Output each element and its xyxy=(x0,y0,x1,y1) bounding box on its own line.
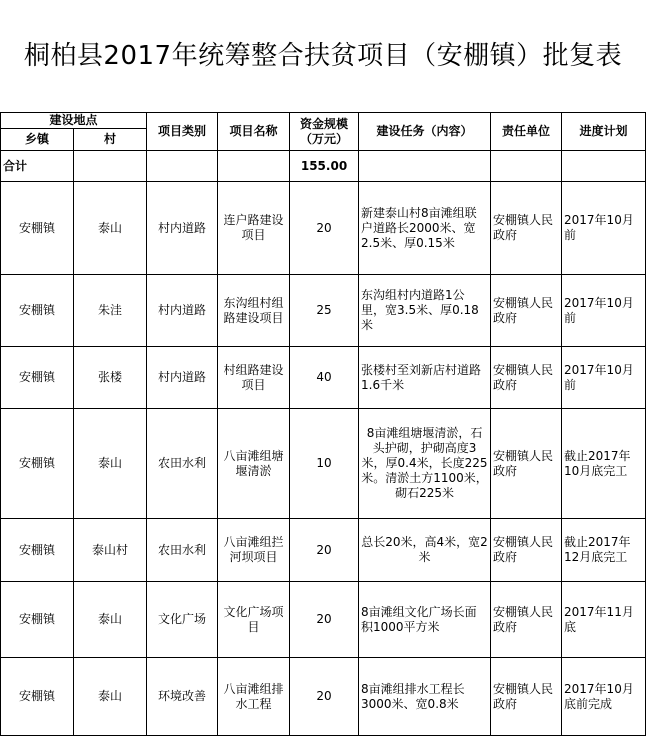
cell-schedule: 2017年10月前 xyxy=(562,182,646,275)
cell-unit: 安棚镇人民政府 xyxy=(491,347,562,409)
cell-unit: 安棚镇人民政府 xyxy=(491,582,562,658)
cell-township: 安棚镇 xyxy=(1,409,74,519)
cell-task: 东沟组村内道路1公里，宽3.5米、厚0.18米 xyxy=(359,275,491,347)
cell-category: 文化广场 xyxy=(147,582,218,658)
cell-unit: 安棚镇人民政府 xyxy=(491,275,562,347)
header-task: 建设任务（内容） xyxy=(359,113,491,151)
cell-schedule: 2017年10月前 xyxy=(562,347,646,409)
cell-fund: 20 xyxy=(290,658,359,736)
cell-fund: 20 xyxy=(290,519,359,582)
table-row xyxy=(1,658,646,736)
cell-category: 村内道路 xyxy=(147,182,218,275)
cell-schedule: 截止2017年10月底完工 xyxy=(562,409,646,519)
cell-schedule: 2017年11月底 xyxy=(562,582,646,658)
cell-fund: 25 xyxy=(290,275,359,347)
total-label: 合计 xyxy=(1,151,74,182)
cell-village: 朱洼 xyxy=(74,275,147,347)
cell-name: 东沟组村组路建设项目 xyxy=(218,275,290,347)
cell-fund: 10 xyxy=(290,409,359,519)
cell-category: 农田水利 xyxy=(147,519,218,582)
cell-task: 张楼村至刘新店村道路1.6千米 xyxy=(359,347,491,409)
cell-task: 新建泰山村8亩滩组联户道路长2000米、宽2.5米、厚0.15米 xyxy=(359,182,491,275)
page-title: 桐柏县2017年统筹整合扶贫项目（安棚镇）批复表 xyxy=(23,41,623,71)
cell-unit: 安棚镇人民政府 xyxy=(491,519,562,582)
cell-task: 8亩滩组塘堰清淤，石头护砌，护砌高度3米，厚0.4米，长度225米。清淤土方1100米，砌石225米 xyxy=(359,409,491,519)
cell-name: 八亩滩组拦河坝项目 xyxy=(218,519,290,582)
cell-township: 安棚镇 xyxy=(1,182,74,275)
cell-village: 泰山 xyxy=(74,582,147,658)
cell-village: 张楼 xyxy=(74,347,147,409)
cell-village: 泰山 xyxy=(74,658,147,736)
table-row xyxy=(1,347,646,409)
cell-township: 安棚镇 xyxy=(1,519,74,582)
cell-schedule: 2017年10月前 xyxy=(562,275,646,347)
cell-category: 村内道路 xyxy=(147,275,218,347)
cell-name: 村组路建设项目 xyxy=(218,347,290,409)
table-row xyxy=(1,582,646,658)
cell-schedule: 截止2017年12月底完工 xyxy=(562,519,646,582)
table-row xyxy=(1,182,646,275)
cell-township: 安棚镇 xyxy=(1,658,74,736)
total-fund: 155.00 xyxy=(290,151,359,182)
table-row xyxy=(1,409,646,519)
cell-category: 环境改善 xyxy=(147,658,218,736)
cell-village: 泰山 xyxy=(74,182,147,275)
table-row xyxy=(1,519,646,582)
cell-township: 安棚镇 xyxy=(1,582,74,658)
cell-task: 8亩滩组文化广场长面积1000平方米 xyxy=(359,582,491,658)
cell-name: 文化广场项目 xyxy=(218,582,290,658)
cell-fund: 40 xyxy=(290,347,359,409)
table-row xyxy=(1,275,646,347)
approval-table xyxy=(0,112,646,736)
cell-village: 泰山 xyxy=(74,409,147,519)
cell-category: 农田水利 xyxy=(147,409,218,519)
cell-township: 安棚镇 xyxy=(1,347,74,409)
cell-village: 泰山村 xyxy=(74,519,147,582)
cell-name: 八亩滩组塘堰清淤 xyxy=(218,409,290,519)
header-fund: 资金规模（万元） xyxy=(290,113,359,151)
cell-task: 8亩滩组排水工程长3000米、宽0.8米 xyxy=(359,658,491,736)
cell-task: 总长20米，高4米，宽2米 xyxy=(359,519,491,582)
header-schedule: 进度计划 xyxy=(562,113,646,151)
header-category: 项目类别 xyxy=(147,113,218,151)
cell-schedule: 2017年10月底前完成 xyxy=(562,658,646,736)
header-unit: 责任单位 xyxy=(491,113,562,151)
header-village: 村 xyxy=(74,129,147,151)
header-name: 项目名称 xyxy=(218,113,290,151)
cell-township: 安棚镇 xyxy=(1,275,74,347)
cell-fund: 20 xyxy=(290,182,359,275)
cell-unit: 安棚镇人民政府 xyxy=(491,658,562,736)
total-row xyxy=(1,151,646,182)
cell-category: 村内道路 xyxy=(147,347,218,409)
cell-fund: 20 xyxy=(290,582,359,658)
cell-name: 连户路建设项目 xyxy=(218,182,290,275)
cell-unit: 安棚镇人民政府 xyxy=(491,182,562,275)
header-location: 建设地点 xyxy=(1,113,147,129)
cell-unit: 安棚镇人民政府 xyxy=(491,409,562,519)
cell-name: 八亩滩组排水工程 xyxy=(218,658,290,736)
header-township: 乡镇 xyxy=(1,129,74,151)
